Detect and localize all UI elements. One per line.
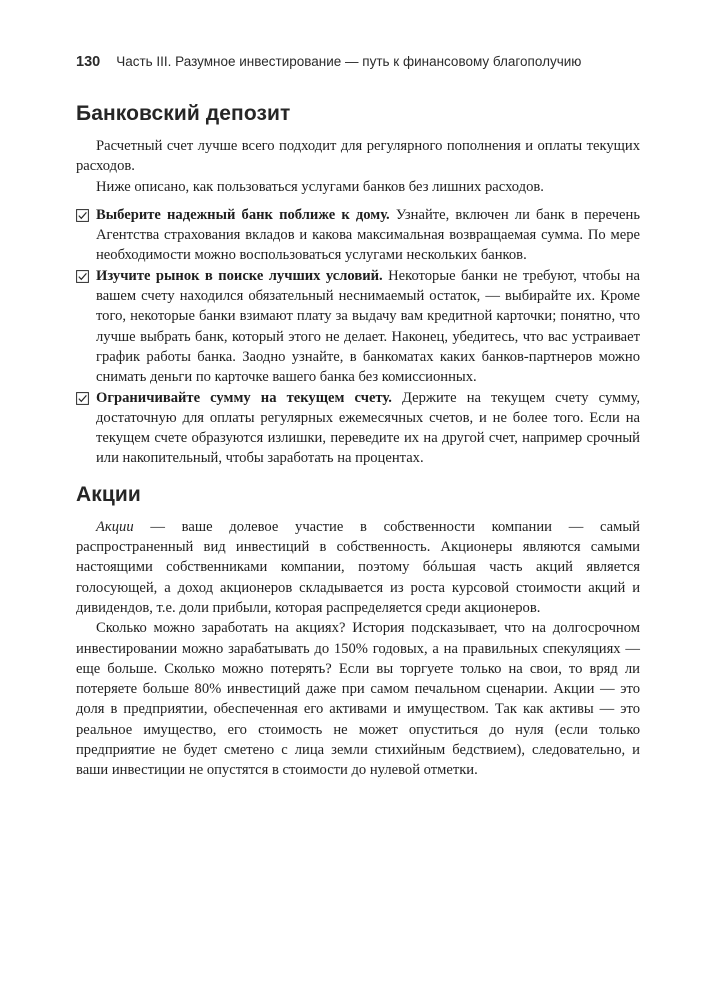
checked-box-icon [76,270,89,283]
deposit-intro-paragraph-1: Расчетный счет лучше всего подходит для регулярного пополнения и оплаты текущих расходов. [76,138,640,175]
page-content [76,98,640,781]
checklist-item [76,266,640,388]
checked-box-icon [76,209,89,222]
checklist-item-text: Некоторые банки не требуют, чтобы на вашем счету находился обязательный неснимаемый остаток, — выбирайте их. Кроме того, некоторые банки взимают плату за выдачу вам кредитной карточки; понятно, что лучше выбрать банк, который этого не делает. Наконец, убедитесь, что вас устраивает график работы банка. Заодно узнайте, в банкоматах каких банков-партнеров можно снимать деньги по карточке вашего банка без комиссионных. [96,267,641,386]
checklist-item [76,388,640,469]
section-title-bank-deposit: Банковский депозит [76,102,291,125]
stocks-paragraph-1 [76,517,640,618]
checklist-item-text: Держите на текущем счету сумму, достаточную для оплаты регулярных ежемесячных счетов, и не более того. Если на текущем счете образуются излишки, переведите их на другой счет, например срочный или накопительный, чтобы заработать на процентах. [96,389,641,467]
deposit-intro-paragraph-2: Ниже описано, как пользоваться услугами банков без лишних расходов. [96,178,544,195]
running-title: Часть III. Разумное инвестирование — путь к финансовому благополучию [116,54,582,69]
stocks-paragraph-1-text: — ваше долевое участие в собственности компании — самый распространенный вид инвестиций в собственность. Акционеры являются самыми настоящими собственниками компании, поэтому бóльшая часть акций является голосующей, а доход акционеров складывается из роста курсовой стоимости акций и дивидендов, т.е. доли прибыли, которая распределяется среди акционеров. [76,518,640,616]
running-header [76,50,646,74]
checklist-item-lead: Изучите рынок в поиске лучших условий. [96,267,383,284]
checklist-item-lead: Выберите надежный банк поближе к дому. [96,206,390,223]
deposit-checklist [76,205,640,469]
page-number: 130 [76,54,101,70]
checklist-item-lead: Ограничивайте сумму на текущем счету. [96,389,392,406]
section-title-stocks: Акции [76,482,141,506]
stocks-paragraph-2: Сколько можно заработать на акциях? История подсказывает, что на долгосрочном инвестировании можно зарабатывать до 150% годовых, а на правильных спекуляциях — еще больше. Сколько можно потерять? Если вы торгуете только на свои, то вряд ли потеряете больше 80% инвестиций даже при самом печальном сценарии. Акции — это доля в предприятии, обеспеченная его активами и имуществом. Так как активы — это реальное имущество, его стоимость не может опуститься до нуля (если только предприятие не будет сметено с лица земли стихийным бедствием), следовательно, и ваши инвестиции не опустятся в стоимости до нулевой отметки. [76,620,640,779]
checklist-item [76,205,640,266]
checked-box-icon [76,392,89,405]
stocks-term: Акции [96,518,134,535]
checklist-item-text: Узнайте, включен ли банк в перечень Агентства страхования вкладов и какова максимальная возвращаемая сумма. По мере необходимости можно воспользоваться услугами нескольких банков. [96,206,641,264]
